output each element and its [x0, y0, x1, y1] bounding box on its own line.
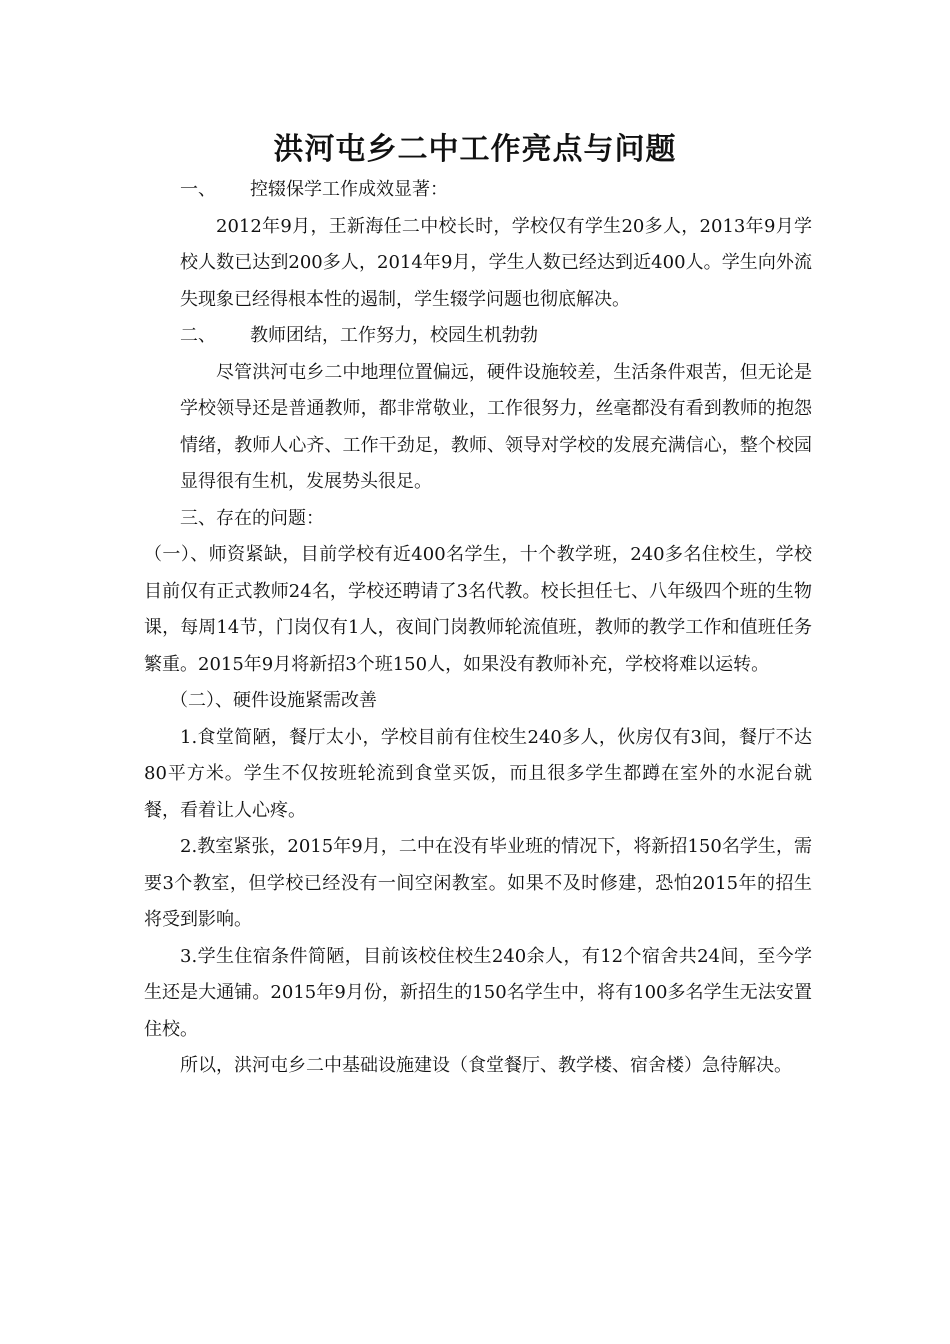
section-heading-2 [144, 318, 812, 355]
problem-two-heading: （二）、硬件设施紧需改善 [170, 690, 377, 711]
problems-heading: 三、存在的问题： [180, 507, 324, 529]
list-item: 3.学生住宿条件简陋，目前该校住校生240余人，有12个宿舍共24间，至今学生还是大通铺。2015年9月份，新招生的150名学生中，将有100多名学生无法安置住校。 [144, 945, 812, 1040]
section-paragraph-1: 2012年9月，王新海任二中校长时，学校仅有学生20多人，2013年9月学校人数已达到200多人，2014年9月，学生人数已经达到近400人。学生向外流失现象已经得根本性的遏制，学生辍学问题也彻底解决。 [180, 215, 812, 310]
list-item: 2.教室紧张，2015年9月，二中在没有毕业班的情况下，将新招150名学生，需要3个教室，但学校已经没有一间空闲教室。如果不及时修建，恐怕2015年的招生将受到影响。 [144, 836, 812, 930]
section-heading-1 [144, 172, 812, 209]
section-number: 二、 [180, 325, 216, 346]
list-item: 1.食堂简陋，餐厅太小，学校目前有住校生240多人，伙房仅有3间，餐厅不达80平方米。学生不仅按班轮流到食堂买饭，而且很多学生都蹲在室外的水泥台就餐，看着让人心疼。 [144, 726, 812, 821]
section-heading-text: 控辍保学工作成效显著： [250, 179, 448, 200]
conclusion-paragraph: 所以，洪河屯乡二中基础设施建设（食堂餐厅、教学楼、宿舍楼）急待解决。 [180, 1055, 792, 1076]
problem-one-paragraph: （一）、师资紧缺，目前学校有近400名学生，十个教学班，240多名住校生，学校目前仅有正式教师24名，学校还聘请了3名代教。校长担任七、八年级四个班的生物课，每周14节，门岗仅有1人，夜间门岗教师轮流值班，教师的教学工作和值班任务繁重。2015年9月将新招3个班150人，如果没有教师补充，学校将难以运转。 [144, 544, 812, 675]
section-number: 一、 [180, 179, 216, 200]
section-paragraph-2: 尽管洪河屯乡二中地理位置偏远，硬件设施较差，生活条件艰苦，但无论是学校领导还是普通教师，都非常敬业，工作很努力，丝毫都没有看到教师的抱怨情绪，教师人心齐、工作干劲足，教师、领导对学校的发展充满信心，整个校园显得很有生机，发展势头很足。 [180, 361, 812, 492]
document-title: 洪河屯乡二中工作亮点与问题 [273, 132, 677, 167]
section-heading-text: 教师团结，工作努力，校园生机勃勃 [250, 325, 538, 346]
document-body [144, 172, 812, 1085]
